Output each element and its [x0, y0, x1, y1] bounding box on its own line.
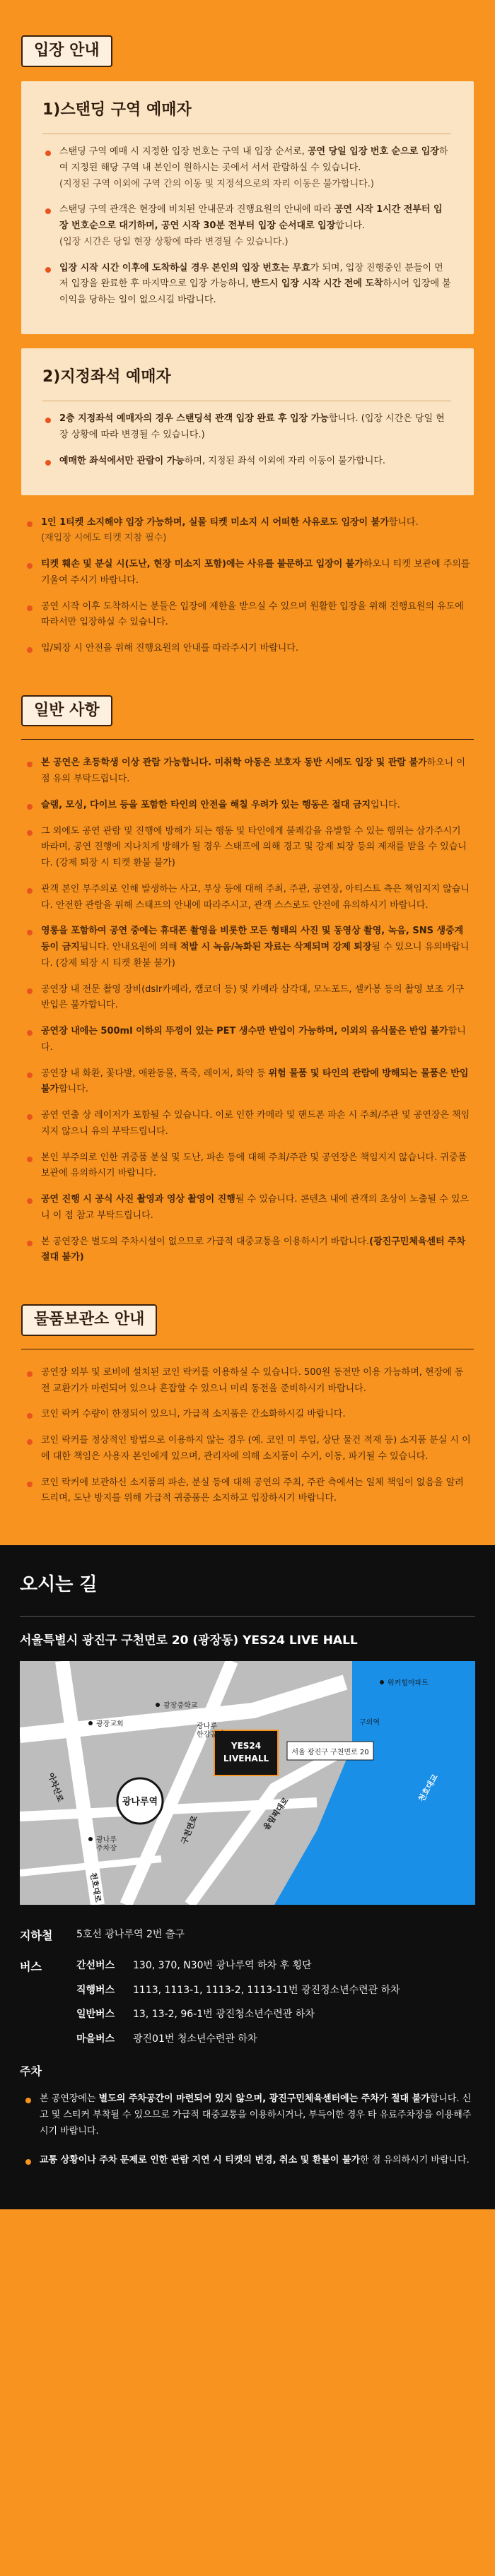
text: 코인 락커 수량이 한정되어 있으니, 가급적 소지품은 간소화하시길 바랍니다. [41, 1409, 346, 1420]
list-item [24, 1433, 471, 1465]
bus-table [76, 1957, 400, 2048]
list-item [24, 1066, 471, 1099]
section-title-directions: 오시는 길 [20, 1574, 98, 1596]
text: 입니다. [371, 799, 400, 810]
list-item [24, 755, 471, 788]
bold-text: 별도의 주차공간이 마련되어 있지 않으며, 광진구민체육센터에는 주차가 절대 불가 [98, 2093, 430, 2105]
bold-text: 공연 당일 입장 번호 순으로 입장 [307, 146, 439, 158]
parking-title: 주차 [20, 2064, 42, 2079]
list-item [24, 1365, 471, 1398]
seated-card [21, 348, 474, 495]
text: 공연장 내 화환, 꽃다발, 애완동물, 폭죽, 레이저, 화약 등 [41, 1068, 269, 1079]
map-label-jungang: 광나루 한강공원 [197, 1723, 224, 1739]
list-item [42, 454, 451, 470]
list-item [24, 515, 471, 548]
map-road-label-5: 천호대교 [417, 1773, 440, 1804]
subway-value: 5호선 광나루역 2번 출구 [76, 1929, 185, 1941]
text: 하며, 지정된 좌석 이외에 자리 이동이 불가합니다. [184, 455, 386, 466]
venue-address: 서울특별시 광진구 구천면로 20 (광장동) YES24 LIVE HALL [20, 1633, 358, 1648]
bold-text: 영롱을 포함하여 공연 중에는 휴대폰 촬영을 비롯한 모든 형태의 사진 및 동영상 촬영, 녹음, SNS 생중계 등이 금지 [41, 926, 464, 953]
text: 관객 본인 부주의로 인해 발생하는 사고, 부상 등에 대해 주최, 주관, 공연장, 아티스트 측은 책임지지 않습니다. 안전한 관람을 위해 스태프의 안내에 따라주시고, 관객 스스로도 안전에 유의하시기 바랍니다. [41, 883, 470, 911]
map-road-label-4: 올림픽대로 [261, 1796, 291, 1833]
list-item [24, 1475, 471, 1508]
list-item [24, 557, 471, 589]
bus-row [20, 1957, 475, 2048]
map-road-label-2: 구천면로 [179, 1814, 199, 1846]
bold-text: 예매한 좌석에서만 관람이 가능 [59, 455, 185, 466]
map-road-label-1: 아차산로 [46, 1771, 65, 1804]
text: 코인 락커를 정상적인 방법으로 이용하지 않는 경우 (예. 코인 미 투입, 상단 물건 적재 등) 소지품 분실 시 이에 대한 책임은 사용자 본인에게 있으며, 관리자에 의해 소지품이 수거, 이동, 파기될 수 있습니다. [41, 1435, 471, 1462]
list-item [42, 411, 451, 444]
map-label-school: 광장중학교 [163, 1702, 198, 1711]
list-item [24, 824, 471, 872]
text: 합니다. (입장 시간은 당일 현장 상황에 따라 변경될 수 있습니다.) [59, 413, 445, 441]
list-item [24, 1407, 471, 1423]
list-item [24, 1024, 471, 1056]
bold-text: (광진구민체육센터 주차 절대 불가) [41, 1236, 466, 1263]
text: 본 공연장은 별도의 주차시설이 없으므로 가급적 대중교통을 이용하시기 바랍니다. [41, 1236, 370, 1247]
map-road-label-3: 천호대로 [88, 1872, 103, 1903]
venue-label-1: YES24 LIVEHALL [223, 1741, 269, 1764]
divider [21, 739, 474, 740]
bold-text: 공연 진행 시 공식 사진 촬영과 영상 촬영이 진행 [41, 1194, 235, 1205]
bus-routes: 130, 370, N30번 광나루역 하차 후 횡단 [133, 1960, 312, 1972]
text: 될 수 있으니 유의바랍니다. (강제 퇴장 시 티켓 환불 불가) [41, 942, 470, 969]
text: 합니다. [388, 516, 419, 528]
text: 될 수 있습니다. 콘텐츠 내에 관객의 초상이 노출될 수 있으니 이 점 참고 부탁드립니다. [41, 1194, 469, 1221]
bold-text: 공연장 내에는 500ml 이하의 뚜껑이 있는 PET 생수만 반입이 가능하며, 이외의 음식물은 반입 불가 [41, 1026, 448, 1037]
text: 공연장 외부 및 로비에 설치된 코인 락커를 이용하실 수 있습니다. 500원 동전만 이용 가능하며, 현장에 동전 교환기가 마련되어 있으나 혼잡할 수 있으니 미리 동전을 준비하시기 바랍니다. [41, 1366, 464, 1394]
text: (입장 시간은 당일 현장 상황에 따라 변경될 수 있습니다.) [59, 236, 289, 247]
bus-type: 간선버스 [76, 1960, 115, 1972]
bus-routes: 1113, 1113-1, 1113-2, 1113-11번 광진정소년수련관 하차 [133, 1984, 400, 1996]
general-list [21, 755, 474, 1266]
text: 스탠딩 구역 관객은 현장에 비치된 안내문과 진행요원의 안내에 따라 [59, 204, 334, 215]
text: 공연장 내 전문 촬영 장비(dslr카메라, 캠코더 등) 및 카메라 삼각대, 모노포드, 셀카봉 등의 촬영 보조 기구 반입은 불가합니다. [41, 983, 465, 1011]
list-item [42, 202, 451, 250]
text: 하오니 티켓 보관에 주의를 기울여 주시기 바랍니다. [41, 559, 470, 586]
text: 입/퇴장 시 안전을 위해 진행요원의 안내를 따라주시기 바랍니다. [41, 643, 298, 654]
text: 됩니다. 안내요원에 의해 [79, 942, 180, 953]
text: (재입장 시에도 티켓 지참 필수) [41, 533, 167, 544]
bus-key: 버스 [20, 1960, 42, 1974]
standing-title: 1)스탠딩 구역 예매자 [42, 100, 192, 119]
directions-area [0, 1545, 495, 2209]
bold-text: 1인 1티켓 소지해야 입장 가능하며, 실물 티켓 미소지 시 어떠한 사유로도 입장이 불가 [41, 516, 389, 528]
list-item [24, 882, 471, 914]
bold-text: 티켓 훼손 및 분실 시(도난, 현장 미소지 포함)에는 사유를 불문하고 입장이 불가 [41, 559, 363, 570]
bold-text: 위험 물품 및 타인의 관람에 방해되는 물품은 반입 불가 [41, 1068, 469, 1095]
text: 본인 부주의로 인한 귀중품 분실 및 도난, 파손 등에 대해 주최/주관 및 공연장은 책임지지 않습니다. 귀중품 보관에 유의하시기 바랍니다. [41, 1152, 467, 1179]
subway-row [20, 1926, 475, 1946]
text: 가 되며, 입장 진행중인 분들이 먼저 입장을 완료한 후 마지막으로 입장 가능하니, [59, 262, 443, 290]
map-label-church: 광장교회 [96, 1720, 124, 1729]
map-label-hospital: 광나루 주차장 [96, 1836, 117, 1853]
standing-card [21, 81, 474, 334]
section-title-general: 일반 사항 [21, 695, 112, 727]
list-item [24, 641, 471, 657]
text: 합니다. [335, 220, 366, 232]
parking-list [20, 2091, 475, 2168]
map-label-right: 구의역 [359, 1719, 380, 1727]
subway-key: 지하철 [20, 1929, 53, 1943]
list-item [24, 599, 471, 632]
text: 공연 연출 상 레이저가 포함될 수 있습니다. 이로 인한 카메라 및 핸드폰 파손 시 주최/주관 및 공연장은 책임지지 않으니 유의 부탁드립니다. [41, 1110, 470, 1137]
text: 합니다. [41, 1026, 466, 1053]
text: 하시어 입장에 불이익을 당하는 일이 없으시길 바랍니다. [59, 278, 451, 306]
section-title-entry: 입장 안내 [21, 35, 112, 67]
location-map[interactable] [20, 1661, 475, 1905]
text: 그 외에도 공연 관람 및 진행에 방해가 되는 행동 및 타인에게 불쾌감을 유발할 수 있는 행위는 삼가주시기 바라며, 공연 진행에 지나치게 방해가 될 경우 스태프에 의해 경고 및 강제 퇴장 등의 제재를 받을 수 있습니다. (강제 퇴장 시 티켓 환불 불가) [41, 825, 467, 869]
bold-text: 슬램, 모싱, 다이브 등을 포함한 타인의 안전을 해칠 우려가 있는 행동은 절대 금지 [41, 799, 371, 810]
bold-text: 공연 시작 1시간 전부터 입장 번호순으로 대기하며, 공연 시작 30분 전부터 입장 순서대로 입장 [59, 204, 443, 232]
list-item [24, 982, 471, 1015]
divider [20, 1616, 475, 1617]
seated-list [42, 411, 451, 469]
bold-text: 본 공연은 초등학생 이상 관람 가능합니다. 미취학 아동은 보호자 동반 시에도 입장 및 관람 불가 [41, 757, 427, 769]
text: 합니다. 신고 및 스티커 부착될 수 있으므로 가급적 대중교통을 이용하시거나, 부득이한 경우 타 유료주차장을 이용해주시기 바랍니다. [40, 2093, 472, 2137]
bus-routes: 13, 13-2, 96-1번 광진청소년수련관 하차 [133, 2009, 315, 2021]
text: 스탠딩 구역 예매 시 지정한 입장 번호는 구역 내 입장 순서로, [59, 146, 308, 158]
text: 본 공연장에는 [40, 2093, 99, 2105]
bold-text: 교통 상황이나 주차 문제로 인한 관람 지연 시 티켓의 변경, 취소 및 환불이 불가 [40, 2154, 361, 2166]
list-item [42, 261, 451, 309]
locker-list [21, 1365, 474, 1507]
list-item [24, 923, 471, 971]
bus-type: 일반버스 [76, 2009, 115, 2021]
text: 코인 락커에 보관하신 소지품의 파손, 분실 등에 대해 공연의 주최, 주관 측에서는 일체 책임이 없음을 알려드리며, 도난 방지를 위해 가급적 귀중품은 소지하고 입장하시기 바랍니다. [41, 1477, 464, 1504]
list-item [24, 798, 471, 814]
standing-list [42, 144, 451, 309]
bus-routes: 광진01번 청소년수련관 하차 [133, 2033, 257, 2045]
list-item [24, 1108, 471, 1140]
list-item [24, 1234, 471, 1267]
bold-text: 적발 시 녹음/녹화된 자료는 삭제되며 강제 퇴장 [180, 942, 372, 953]
text: 합니다. [59, 1084, 88, 1095]
text: (지정된 구역 이외에 구역 간의 이동 및 지정석으로의 자리 이동은 불가합니다.) [59, 178, 374, 189]
text: 하여 지정된 해당 구역 내 본인이 원하시는 곳에서 서서 관람하실 수 있습니다. [59, 146, 448, 173]
text: 하오니 이 점 유의 부탁드립니다. [41, 757, 465, 785]
map-graphic [20, 1661, 475, 1905]
seated-title: 2)지정좌석 예매자 [42, 367, 171, 386]
station-label: 광나루역 [122, 1797, 158, 1808]
section-title-locker: 물품보관소 안내 [21, 1304, 157, 1336]
bus-type: 마을버스 [76, 2033, 115, 2045]
bus-type: 직행버스 [76, 1984, 115, 1996]
text: 한 점 유의하시기 바랍니다. [360, 2154, 470, 2166]
bold-text: 입장 시작 시간 이후에 도착하실 경우 본인의 입장 번호는 무효 [59, 262, 310, 273]
list-item [23, 2153, 472, 2169]
text: 공연 시작 이후 도착하시는 분들은 입장에 제한을 받으실 수 있으며 원활한 입장을 위해 진행요원의 유도에 따라서만 입장하실 수 있습니다. [41, 601, 464, 628]
list-item [42, 144, 451, 192]
list-item [23, 2091, 472, 2139]
bold-text: 2층 지정좌석 예매자의 경우 스탠딩석 관객 입장 완료 후 입장 가능 [59, 413, 329, 425]
entry-notes-list [21, 515, 474, 657]
list-item [24, 1150, 471, 1183]
bold-text: 반드시 입장 시작 시간 전에 도착 [251, 278, 383, 290]
map-label-apt: 워커힐아파트 [388, 1679, 429, 1688]
list-item [24, 1192, 471, 1224]
venue-address-label: 서울 광진구 구천면로 20 [291, 1749, 369, 1757]
